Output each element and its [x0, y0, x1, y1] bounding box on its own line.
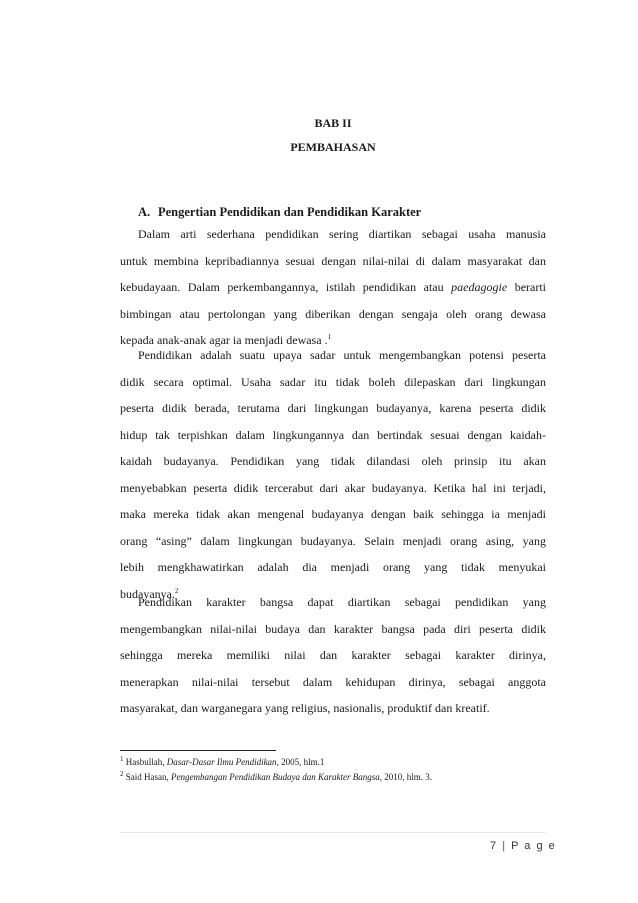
text-run: kepada anak-anak agar ia menjadi dewasa .: [120, 333, 328, 347]
paragraph-line: Pendidikan karakter bangsa dapat diartikan sebagai pendidikan yang: [138, 595, 546, 609]
paragraph-line: untuk membina kepribadiannya sesuai dengan nilai-nilai di dalam masyarakat dan: [120, 253, 546, 268]
text-run: berarti: [507, 280, 547, 294]
paragraph-line: didik secara optimal. Usaha sadar itu tidak boleh dilepaskan dari lingkungan: [120, 374, 546, 389]
footnote-2: [120, 772, 432, 782]
paragraph-line: hidup tak terpishkan dalam lingkungannya dan bertindak sesuai dengan kaidah-: [120, 427, 546, 442]
paragraph-line: mengembangkan nilai-nilai budaya dan karakter bangsa pada diri peserta didik: [120, 621, 546, 636]
section-label: A.: [138, 205, 151, 219]
paragraph-line: masyarakat, dan warganegara yang religius, nasionalis, produktif dan kreatif.: [120, 701, 490, 715]
paragraph-line: sehingga mereka memiliki nilai dan karakter sebagai karakter dirinya,: [120, 648, 546, 662]
section-heading: [138, 205, 421, 220]
footnote-rest: , 2010, hlm. 3.: [379, 772, 432, 782]
italic-term: paedagogie: [451, 280, 508, 294]
paragraph-line: Pendidikan adalah suatu upaya sadar untuk mengembangkan potensi peserta: [138, 348, 546, 362]
paragraph-line: menyebabkan peserta didik tercerabut dari akar budayanya. Ketika hal ini terjadi,: [120, 480, 546, 495]
text-run: budayanya.: [120, 586, 175, 601]
paragraph-2: [120, 342, 546, 607]
paragraph-line: kaidah budayanya. Pendidikan yang tidak dilandasi oleh prinsip itu akan: [120, 454, 546, 468]
paragraph-3: [120, 586, 546, 722]
chapter-number: BAB II: [314, 116, 352, 130]
footnote-title: Pengembangan Pendidikan Budaya dan Karakter Bangsa: [171, 772, 380, 782]
footer-divider: [120, 832, 546, 833]
footnote-1: [120, 757, 324, 767]
footnote-rest: , 2005, hlm.1: [276, 757, 325, 767]
chapter-title: PEMBAHASAN: [290, 140, 376, 154]
footnote-author: Said Hasan,: [125, 772, 171, 782]
paragraph-line: maka mereka tidak akan mengenal budayanya dengan baik sehingga ia menjadi: [120, 507, 546, 521]
text-run: kebudayaan. Dalam perkembangannya, istilah pendidikan atau: [120, 280, 452, 294]
footnote-title: Dasar-Dasar Ilmu Pendidikan: [166, 757, 277, 767]
paragraph-line: peserta didik berada, terutama dari lingkungan budayanya, karena peserta didik: [120, 401, 546, 415]
section-title: Pengertian Pendidikan dan Pendidikan Karakter: [158, 205, 422, 219]
page-number-value: 7: [490, 840, 498, 852]
paragraph-1: [120, 221, 546, 354]
paragraph-line: [120, 274, 546, 301]
footnote-number: 2: [120, 770, 124, 778]
page-number: [490, 840, 556, 852]
page-label: P a g e: [511, 840, 557, 852]
footnote-number: 1: [120, 755, 124, 763]
paragraph-line: bimbingan atau pertolongan yang diberikan dengan sengaja oleh orang dewasa: [120, 306, 546, 321]
paragraph-line: Dalam arti sederhana pendidikan sering diartikan sebagai usaha manusia: [138, 227, 546, 241]
page-number-separator: |: [502, 840, 507, 852]
footnote-ref-1[interactable]: 1: [327, 333, 332, 341]
footnote-separator: [120, 750, 276, 751]
footnote-ref-2[interactable]: 2: [174, 586, 179, 595]
paragraph-line: lebih mengkhawatirkan adalah dia menjadi orang yang tidak menyukai: [120, 560, 546, 574]
paragraph-line: orang “asing” dalam lingkungan budayanya. Selain menjadi orang asing, yang: [120, 533, 546, 548]
paragraph-line: menerapkan nilai-nilai tersebut dalam kehidupan dirinya, sebagai anggota: [120, 674, 546, 689]
footnote-author: Hasbullah,: [125, 757, 167, 767]
